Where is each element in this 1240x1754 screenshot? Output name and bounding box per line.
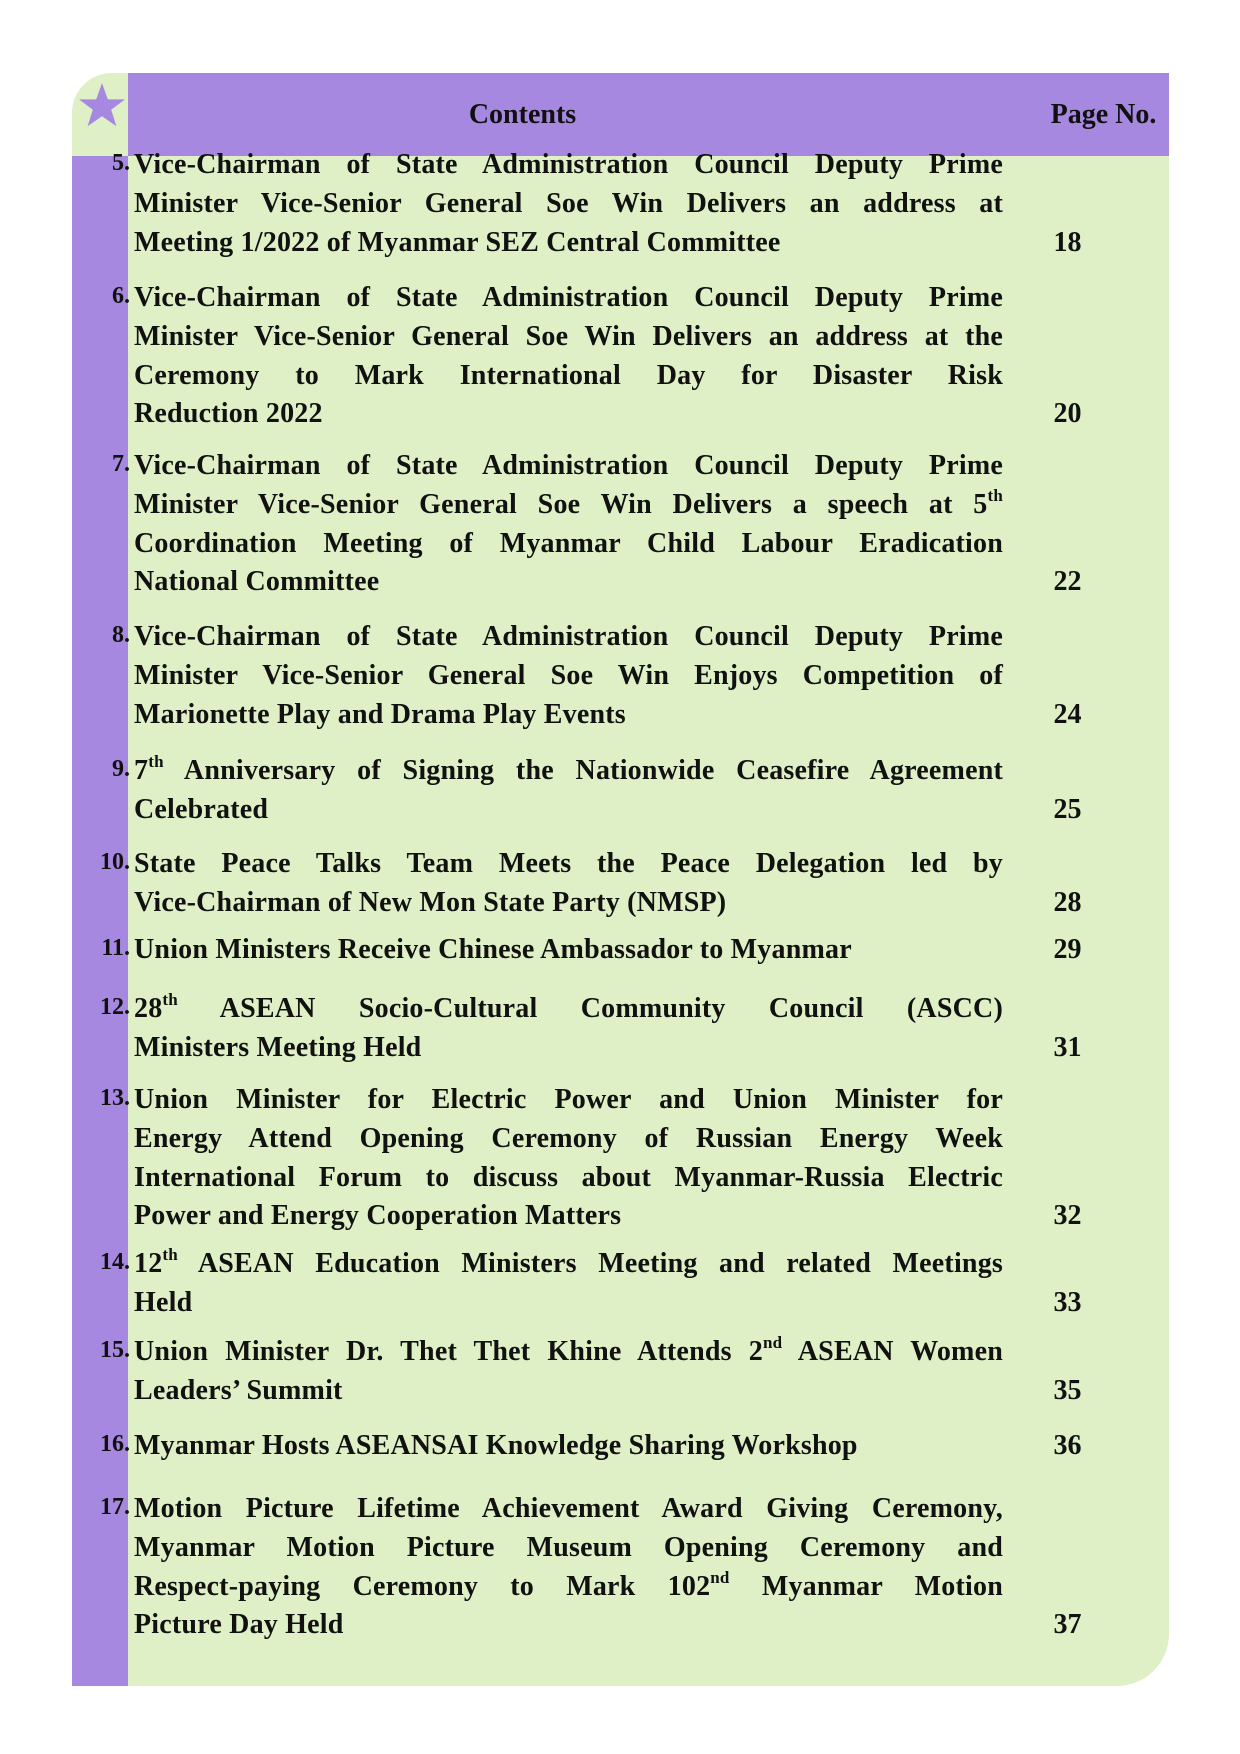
entry-number: 5.: [112, 150, 130, 176]
title-line: [134, 990, 1003, 1029]
title-line: Vice-Chairman of State Administration Council Deputy Prime: [134, 149, 1003, 180]
ordinal-suffix: th: [987, 485, 1003, 505]
entry-page-number: 37: [1053, 1609, 1082, 1641]
title-line: Vice-Chairman of State Administration Council Deputy Prime: [134, 282, 1003, 313]
title-text: ASEAN Women: [782, 1336, 1003, 1367]
ordinal-suffix: th: [162, 990, 178, 1009]
entry-title[interactable]: [134, 447, 1003, 602]
entry-number: 17.: [100, 1494, 130, 1520]
title-line: [134, 1245, 1003, 1284]
title-text: 28: [134, 993, 163, 1024]
title-line: Leaders’ Summit: [134, 1374, 343, 1406]
title-line: Myanmar Hosts ASEANSAI Knowledge Sharing Workshop: [134, 1430, 858, 1461]
title-text: Union Minister Dr. Thet Thet Khine Attends 2: [134, 1336, 763, 1367]
title-line: Held: [134, 1286, 193, 1318]
title-line: Vice-Chairman of State Administration Council Deputy Prime: [134, 450, 1003, 481]
title-line: Ministers Meeting Held: [134, 1031, 422, 1063]
title-line: Union Ministers Receive Chinese Ambassador to Myanmar: [134, 934, 852, 965]
entry-title[interactable]: [134, 1333, 1003, 1411]
ordinal-suffix: th: [162, 1245, 178, 1264]
title-line: Celebrated: [134, 793, 269, 825]
entry-title[interactable]: [134, 1245, 1003, 1323]
entry-page-number: 24: [1053, 698, 1082, 730]
title-line: Picture Day Held: [134, 1609, 344, 1641]
ordinal-suffix: nd: [762, 1333, 783, 1352]
entry-number: 7.: [112, 451, 130, 477]
entry-title[interactable]: [134, 990, 1003, 1068]
entry-title[interactable]: [134, 146, 1003, 262]
star-icon: [78, 81, 126, 129]
entry-page-number: 29: [1053, 934, 1082, 965]
page-number-heading: Page No.: [1050, 99, 1157, 130]
table-of-contents: [72, 73, 1169, 1686]
title-line: State Peace Talks Team Meets the Peace Delegation led by: [134, 848, 1003, 879]
title-text: Respect-paying Ceremony to Mark 102: [134, 1570, 711, 1602]
contents-heading: Contents: [468, 99, 577, 130]
title-line: Vice-Chairman of New Mon State Party (NMSP): [134, 886, 727, 918]
title-line: Reduction 2022: [134, 398, 323, 430]
title-line: Power and Energy Cooperation Matters: [134, 1200, 622, 1232]
title-text: Myanmar Motion: [729, 1570, 1003, 1602]
entry-number: 15.: [100, 1337, 130, 1363]
entry-number: 14.: [100, 1249, 130, 1275]
entry-page-number: 22: [1053, 566, 1082, 598]
title-line: International Forum to discuss about Myanmar-Russia Electric: [134, 1161, 1003, 1193]
title-text: ASEAN Socio-Cultural Community Council (ASCC): [177, 993, 1003, 1024]
entry-page-number: 31: [1053, 1031, 1082, 1063]
entry-title[interactable]: [134, 845, 1003, 923]
title-line: [134, 486, 1003, 525]
entry-title[interactable]: [134, 618, 1003, 734]
entry-number: 13.: [100, 1085, 130, 1111]
title-text: Minister Vice-Senior General Soe Win Delivers a speech at 5: [134, 488, 988, 520]
entry-title[interactable]: [134, 931, 1003, 970]
title-line: [134, 752, 1003, 791]
entry-title[interactable]: [134, 1490, 1003, 1645]
entry-page-number: 36: [1053, 1430, 1082, 1461]
entry-number: 8.: [112, 622, 130, 648]
title-line: Minister Vice-Senior General Soe Win Delivers an address at: [134, 187, 1003, 219]
entry-page-number: 32: [1053, 1200, 1082, 1232]
entry-page-number: 33: [1053, 1286, 1082, 1318]
entry-number: 11.: [101, 935, 130, 961]
entry-page-number: 18: [1053, 226, 1082, 258]
title-line: Coordination Meeting of Myanmar Child Labour Eradication: [134, 527, 1003, 559]
title-text: 12: [134, 1248, 163, 1279]
entry-number: 16.: [100, 1431, 130, 1457]
title-line: National Committee: [134, 566, 380, 598]
title-text: 7: [134, 755, 149, 786]
entry-number: 10.: [100, 849, 130, 875]
entry-number: 6.: [112, 283, 130, 309]
title-line: Minister Vice-Senior General Soe Win Enjoys Competition of: [134, 659, 1003, 691]
star-cell: [72, 73, 128, 156]
title-line: Marionette Play and Drama Play Events: [134, 698, 626, 730]
title-line: Energy Attend Opening Ceremony of Russian Energy Week: [134, 1122, 1003, 1154]
title-text: Anniversary of Signing the Nationwide Ceasefire Agreement: [163, 755, 1003, 786]
entry-page-number: 28: [1053, 886, 1082, 918]
title-text: ASEAN Education Ministers Meeting and related Meetings: [177, 1248, 1003, 1279]
title-line: Meeting 1/2022 of Myanmar SEZ Central Committee: [134, 226, 781, 258]
title-line: [134, 1333, 1003, 1372]
title-line: Motion Picture Lifetime Achievement Award Giving Ceremony,: [134, 1493, 1003, 1524]
title-line: Ceremony to Mark International Day for Disaster Risk: [134, 359, 1003, 391]
title-line: [134, 1568, 1003, 1607]
entry-page-number: 20: [1053, 398, 1082, 430]
entry-title[interactable]: [134, 279, 1003, 434]
entry-page-number: 35: [1053, 1374, 1082, 1406]
entry-page-number: 25: [1053, 793, 1082, 825]
entry-title[interactable]: [134, 1427, 1003, 1466]
entry-title[interactable]: [134, 1081, 1003, 1236]
title-line: Vice-Chairman of State Administration Council Deputy Prime: [134, 621, 1003, 652]
entry-number: 9.: [112, 756, 130, 782]
title-line: Union Minister for Electric Power and Union Minister for: [134, 1084, 1003, 1115]
entry-number: 12.: [100, 994, 130, 1020]
ordinal-suffix: nd: [710, 1567, 730, 1587]
entry-title[interactable]: [134, 752, 1003, 830]
title-line: Myanmar Motion Picture Museum Opening Ceremony and: [134, 1531, 1003, 1563]
ordinal-suffix: th: [148, 752, 164, 771]
title-line: Minister Vice-Senior General Soe Win Delivers an address at the: [134, 320, 1003, 352]
